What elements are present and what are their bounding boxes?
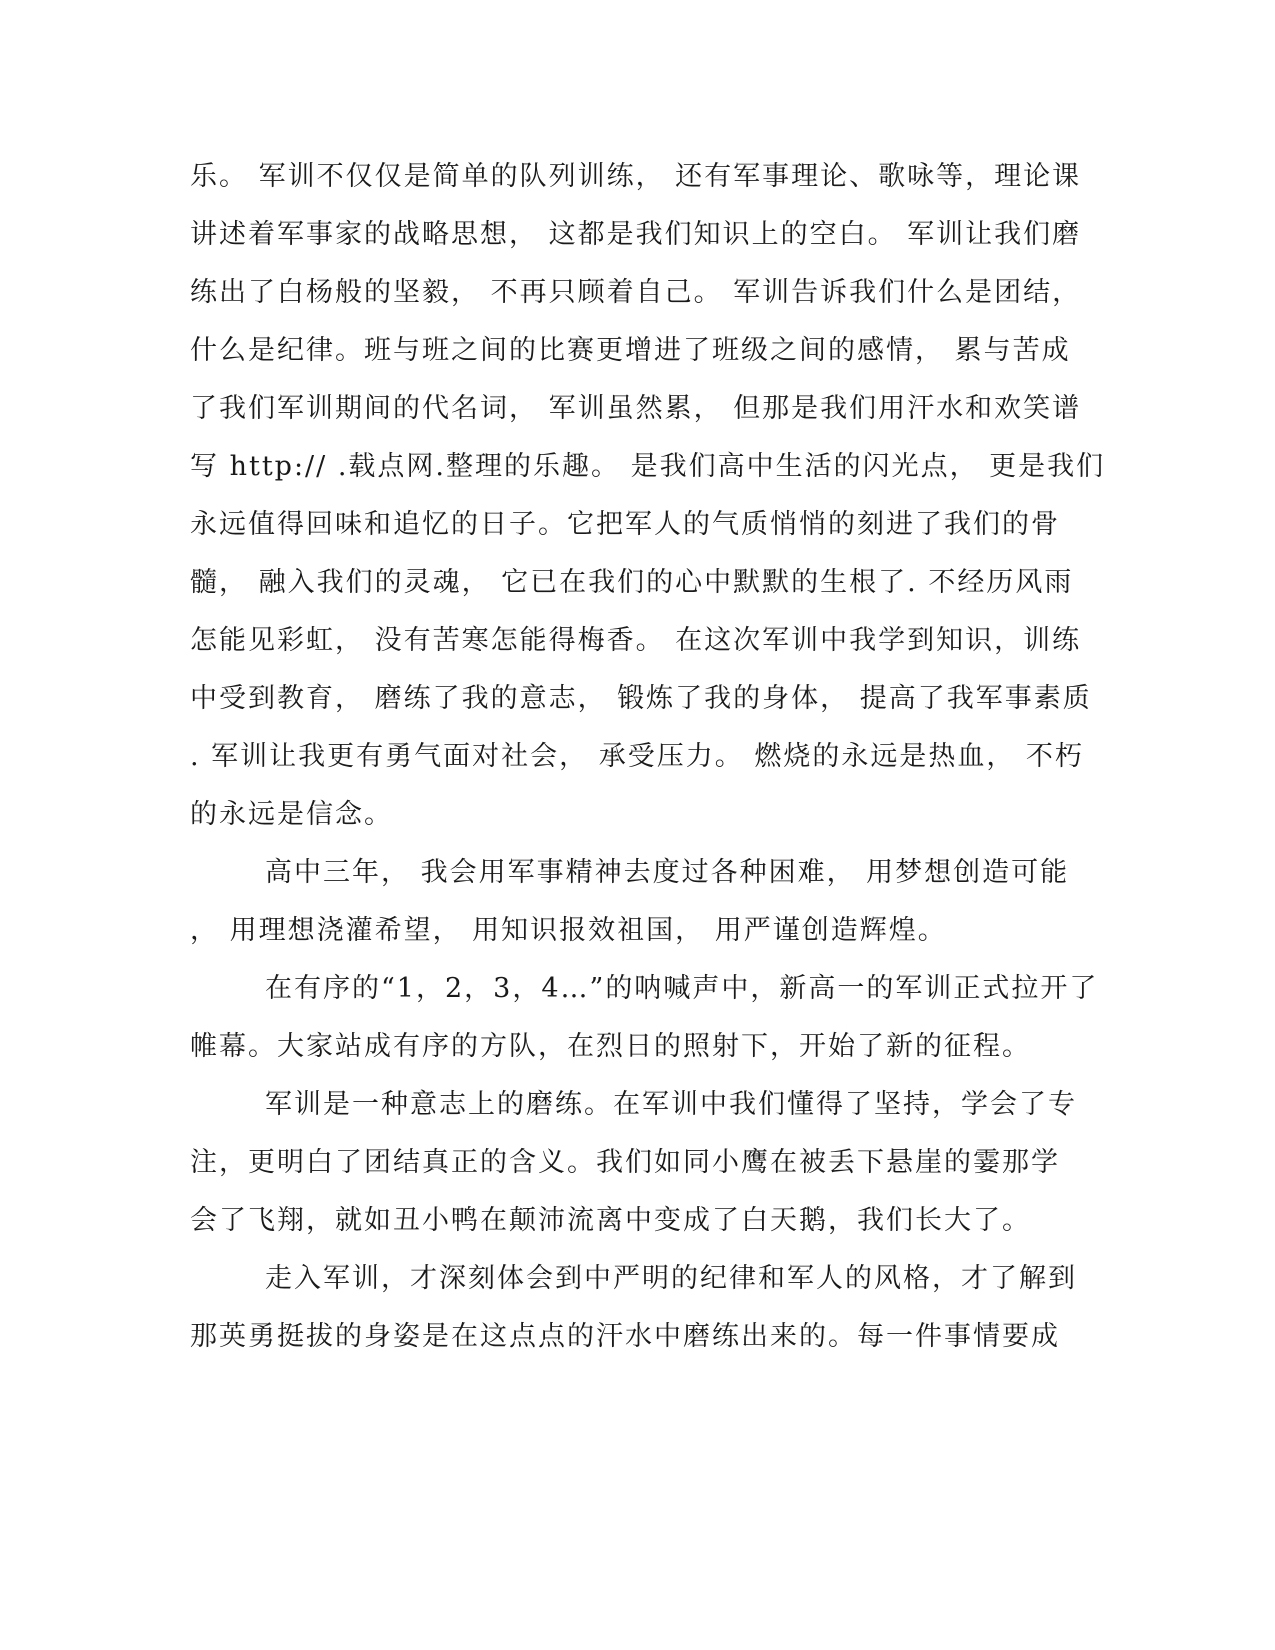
text-line: 了我们军训期间的代名词， 军训虽然累， 但那是我们用汗水和欢笑谱 — [190, 393, 1082, 424]
text-line: . 军训让我更有勇气面对社会， 承受压力。 燃烧的永远是热血， 不朽 — [190, 741, 1084, 772]
paragraph-first-line: 在有序的“1，2，3，4…”的呐喊声中，新高一的军训正式拉开了 — [265, 973, 1099, 1004]
text-line: 永远值得回味和追忆的日子。它把军人的气质悄悄的刻进了我们的骨 — [190, 509, 1060, 540]
text-line: 乐。 军训不仅仅是简单的队列训练， 还有军事理论、歌咏等，理论课 — [190, 161, 1082, 192]
text-line: 练出了白杨般的坚毅， 不再只顾着自己。 军训告诉我们什么是团结， — [190, 277, 1082, 308]
paragraph-first-line: 军训是一种意志上的磨练。在军训中我们懂得了坚持，学会了专 — [265, 1089, 1077, 1120]
text-line: 帷幕。大家站成有序的方队，在烈日的照射下，开始了新的征程。 — [190, 1031, 1031, 1062]
text-line: ， 用理想浇灌希望， 用知识报效祖国， 用严谨创造辉煌。 — [190, 915, 947, 946]
text-line: 中受到教育， 磨练了我的意志， 锻炼了我的身体， 提高了我军事素质 — [190, 683, 1092, 714]
paragraph-first-line: 走入军训，才深刻体会到中严明的纪律和军人的风格，才了解到 — [265, 1263, 1077, 1294]
text-line: 写 http:// .载点网.整理的乐趣。 是我们高中生活的闪光点， 更是我们 — [190, 451, 1106, 482]
text-line: 怎能见彩虹， 没有苦寒怎能得梅香。 在这次军训中我学到知识，训练 — [190, 625, 1082, 656]
text-line: 讲述着军事家的战略思想， 这都是我们知识上的空白。 军训让我们磨 — [190, 219, 1082, 250]
text-line: 那英勇挺拔的身姿是在这点点的汗水中磨练出来的。每一件事情要成 — [190, 1321, 1060, 1352]
text-line: 髓， 融入我们的灵魂， 它已在我们的心中默默的生根了. 不经历风雨 — [190, 567, 1074, 598]
text-line: 什么是纪律。班与班之间的比赛更增进了班级之间的感情， 累与苦成 — [190, 335, 1071, 366]
paragraph-first-line: 高中三年， 我会用军事精神去度过各种困难， 用梦想创造可能 — [265, 857, 1070, 888]
text-line: 注，更明白了团结真正的含义。我们如同小鹰在被丢下悬崖的霎那学 — [190, 1147, 1060, 1178]
text-line: 会了飞翔，就如丑小鸭在颠沛流离中变成了白天鹅，我们长大了。 — [190, 1205, 1031, 1236]
text-line: 的永远是信念。 — [190, 799, 393, 830]
